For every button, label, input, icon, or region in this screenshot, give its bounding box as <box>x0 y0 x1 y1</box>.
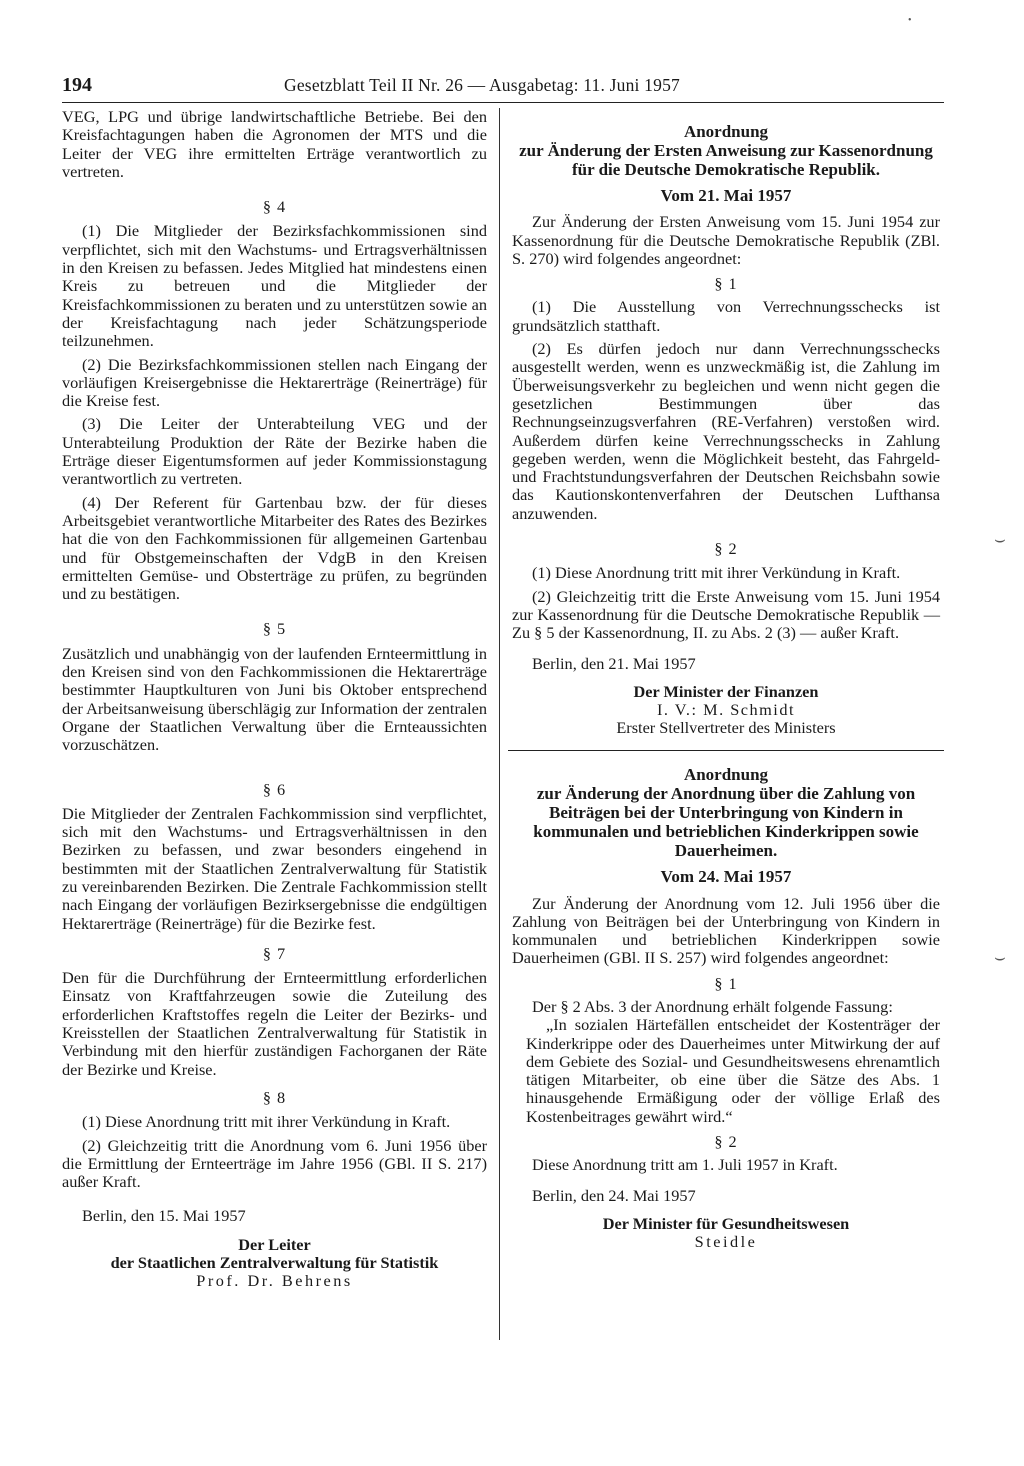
intro-paragraph: VEG, LPG und übrige landwirtschaftliche Betriebe. Bei den Kreisfachtagungen haben die Agronomen der MTS und die Leiter der VEG ihre ermittelten Erträge verantwortlich zu vertreten. <box>62 107 487 181</box>
place-date: Berlin, den 15. Mai 1957 <box>82 1206 246 1226</box>
paragraph-4-1: (1) Die Mitglieder der Bezirksfachkommissionen sind verpflichtet, sich mit den Wachstums- und Ertragsverhältnissen in den Kreisen zu befassen. Jedes Mitglied hat mindestens einen Kreis zu betreuen und die Mitglieder der Kreisfachkommissionen zu beraten und zu unterstützen sowie an der Kreisfachtagung nach jeder Schätzungsperiode teilzunehmen. <box>62 221 487 351</box>
paragraph-8-1: (1) Diese Anordnung tritt mit ihrer Verkündung in Kraft. <box>82 1112 451 1132</box>
paragraph-7: Den für die Durchführung der Ernteermittlung erforderlichen Einsatz von Kraftfahrzeugen sowie die Zuteilung des erforderlichen Kraftstoffes regeln die Leiter der Bezirks- und Kreisstellen der Staatlichen Zentralverwaltung für Statistik in Verbindung mit den hierfür zuständigen Fachorganen der Räte der Bezirke und Kreise. <box>62 968 487 1079</box>
ordinance-1-paragraph-1-2: (2) Es dürfen jedoch nur dann Verrechnungsschecks ausgestellt werden, wenn es unzweckmäßig ist, die Zahlung im Überweisungsverkehr zu begleichen und wenn nicht gegen die gesetzlichen Bestimmungen über das Rechnungseinzugsverfahren (RE-Verfahren) verstoßen wird. Außerdem dürfen keine Verrechnungsschecks in Zahlung gegeben werden, wenn die Möglichkeit besteht, das Fahrgeld- und Frachtstundungsverfahren der Deutschen Reichsbahn sowie das Kautionskontenverfahren der Deutschen Lufthansa anzuwenden. <box>512 339 940 523</box>
right-column <box>512 108 940 1252</box>
section-heading-4: § 4 <box>262 197 287 217</box>
section-heading-6: § 6 <box>262 779 287 799</box>
page-number: 194 <box>62 74 92 96</box>
ordinance-2-label: Anordnung <box>683 765 769 785</box>
ordinance-2-section-2: § 2 <box>714 1132 738 1152</box>
left-column <box>62 108 487 1291</box>
section-divider <box>508 750 944 752</box>
ordinance-1-place-date: Berlin, den 21. Mai 1957 <box>532 653 696 673</box>
section-heading-7: § 7 <box>262 943 287 963</box>
paragraph-5: Zusätzlich und unabhängig von der laufenden Ernteermittlung in den Kreisen sind von den Fachkommissionen die Hektarerträge bestimmter Hauptkulturen von Juni bis Oktober entsprechend der Arbeitsanweisung überschlägig zur Information der zentralen Organe der Staatlichen Verwaltung über die Ernteaussichten vorzuschätzen. <box>62 643 487 755</box>
ordinance-1-date: Vom 21. Mai 1957 <box>660 186 792 205</box>
ordinance-1-section-2: § 2 <box>714 539 738 559</box>
ordinance-1-paragraph-2-2: (2) Gleichzeitig tritt die Erste Anweisung vom 15. Juni 1954 zur Kassenordnung für die Deutsche Demokratische Republik — Zu § 5 der Kassenordnung, II. zu Abs. 2 (3) — außer Kraft. <box>512 586 940 643</box>
section-heading-5: § 5 <box>262 619 287 639</box>
paragraph-6: Die Mitglieder der Zentralen Fachkommission sind verpflichtet, sich mit den Wachstums- und Ertragsverhältnissen in den Bezirken zu befassen, und zwar besonders eingehend in bestimmten mit der Staatlichen Zentralverwaltung für Statistik zu vereinbarenden Bezirken. Die Zentrale Fachkommission stellt nach Eingang der vorläufigen Bezirksergebnisse die endgültigen Hektarerträge (Reinerträge) für die Bezirke fest. <box>62 803 487 933</box>
signature-title-1: Der Leiter <box>238 1234 311 1254</box>
margin-mark: ⌣ <box>994 529 1006 549</box>
ordinance-2-signature-title: Der Minister für Gesundheitswesen <box>602 1213 850 1233</box>
ordinance-1-paragraph-1-1: (1) Die Ausstellung von Verrechnungsschecks ist grundsätzlich statthaft. <box>512 297 940 335</box>
ordinance-2-intro: Zur Änderung der Anordnung vom 12. Juli 1956 über die Zahlung von Beiträgen bei der Unterbringung von Kindern in kommunalen und betrieblichen Kinderkrippen sowie Dauerheimen (GBl. II S. 257) wird folgendes angeordnet: <box>512 893 940 968</box>
ordinance-1-signature-name: I. V.: M. Schmidt <box>657 700 795 720</box>
ordinance-1-signature-role: Erster Stellvertreter des Ministers <box>616 718 836 738</box>
ordinance-2-paragraph-1: Der § 2 Abs. 3 der Anordnung erhält folgende Fassung: <box>532 997 893 1016</box>
ordinance-2-quote: „In sozialen Härtefällen entscheidet der Kostenträger der Kinderkrippe oder des Dauerheimes unter Mitwirkung der auf dem Gebiete des Sozial- und Gesundheitswesens ehrenamtlich tätigen Mitarbeiter, ob eine über die Sätze des Abs. 1 hinausgehende Ermäßigung oder der völlige Erlaß des Kostenbeitrages gewährt wird.“ <box>526 1015 940 1126</box>
running-title: Gesetzblatt Teil II Nr. 26 — Ausgabetag: 11. Juni 1957 <box>284 75 680 95</box>
ordinance-2-title: zur Änderung der Anordnung über die Zahlung von Beiträgen bei der Unterbringung von Kindern in kommunalen und betrieblichen Kinderkrippen sowie Dauerheimen. <box>533 784 919 861</box>
ordinance-1-intro: Zur Änderung der Ersten Anweisung vom 15. Juni 1954 zur Kassenordnung für die Deutsche Demokratische Republik (ZBl. S. 270) wird folgendes angeordnet: <box>512 212 940 268</box>
ordinance-2-place-date: Berlin, den 24. Mai 1957 <box>532 1185 696 1205</box>
ordinance-2-section-1: § 1 <box>714 973 738 993</box>
margin-mark: ⌣ <box>994 947 1006 967</box>
ordinance-1-label: Anordnung <box>683 122 769 141</box>
ordinance-1-paragraph-2-1: (1) Diese Anordnung tritt mit ihrer Verkündung in Kraft. <box>532 563 901 583</box>
column-divider <box>499 108 500 1340</box>
ordinance-2-date: Vom 24. Mai 1957 <box>660 867 792 887</box>
paragraph-8-2: (2) Gleichzeitig tritt die Anordnung vom 6. Juni 1956 über die Ermittlung der Ernteerträge im Jahre 1956 (GBl. II S. 217) außer Kraft. <box>62 1135 487 1192</box>
ordinance-1-title: zur Änderung der Ersten Anweisung zur Kassenordnung für die Deutsche Demokratische Republik. <box>519 141 933 179</box>
paragraph-4-4: (4) Der Referent für Gartenbau bzw. der für dieses Arbeitsgebiet verantwortliche Mitarbeiter des Rates des Bezirkes hat die von den Fachkommissionen für allgemeinen Gartenbau und für Obstgemeinschaften der VdgB in den Kreisen ermittelten Gemüse- und Obsterträge zu prüfen, zu begründen und zu bestätigen. <box>62 492 487 604</box>
page-header <box>62 74 944 103</box>
ordinance-2-paragraph-2: Diese Anordnung tritt am 1. Juli 1957 in Kraft. <box>532 1155 838 1175</box>
paragraph-4-2: (2) Die Bezirksfachkommissionen stellen nach Eingang der vorläufigen Kreisergebnisse die Hektarerträge (Reinerträge) für die Kreise fest. <box>62 354 487 411</box>
ordinance-1-signature-title: Der Minister der Finanzen <box>633 681 819 701</box>
speck-mark: • <box>908 15 912 26</box>
signature-title-2: der Staatlichen Zentralverwaltung für Statistik <box>110 1253 439 1273</box>
signature-name: Prof. Dr. Behrens <box>196 1271 353 1291</box>
paragraph-4-3: (3) Die Leiter der Unterabteilung VEG und der Unterabteilung Produktion der Räte der Bezirke haben die Erträge dieser Eigentumsformen auf jeder Kommissionstagung verantwortlich zu vertreten. <box>62 414 487 489</box>
ordinance-1-section-1: § 1 <box>714 274 738 294</box>
section-heading-8: § 8 <box>262 1087 287 1107</box>
ordinance-2-signature-name: Steidle <box>694 1232 758 1252</box>
